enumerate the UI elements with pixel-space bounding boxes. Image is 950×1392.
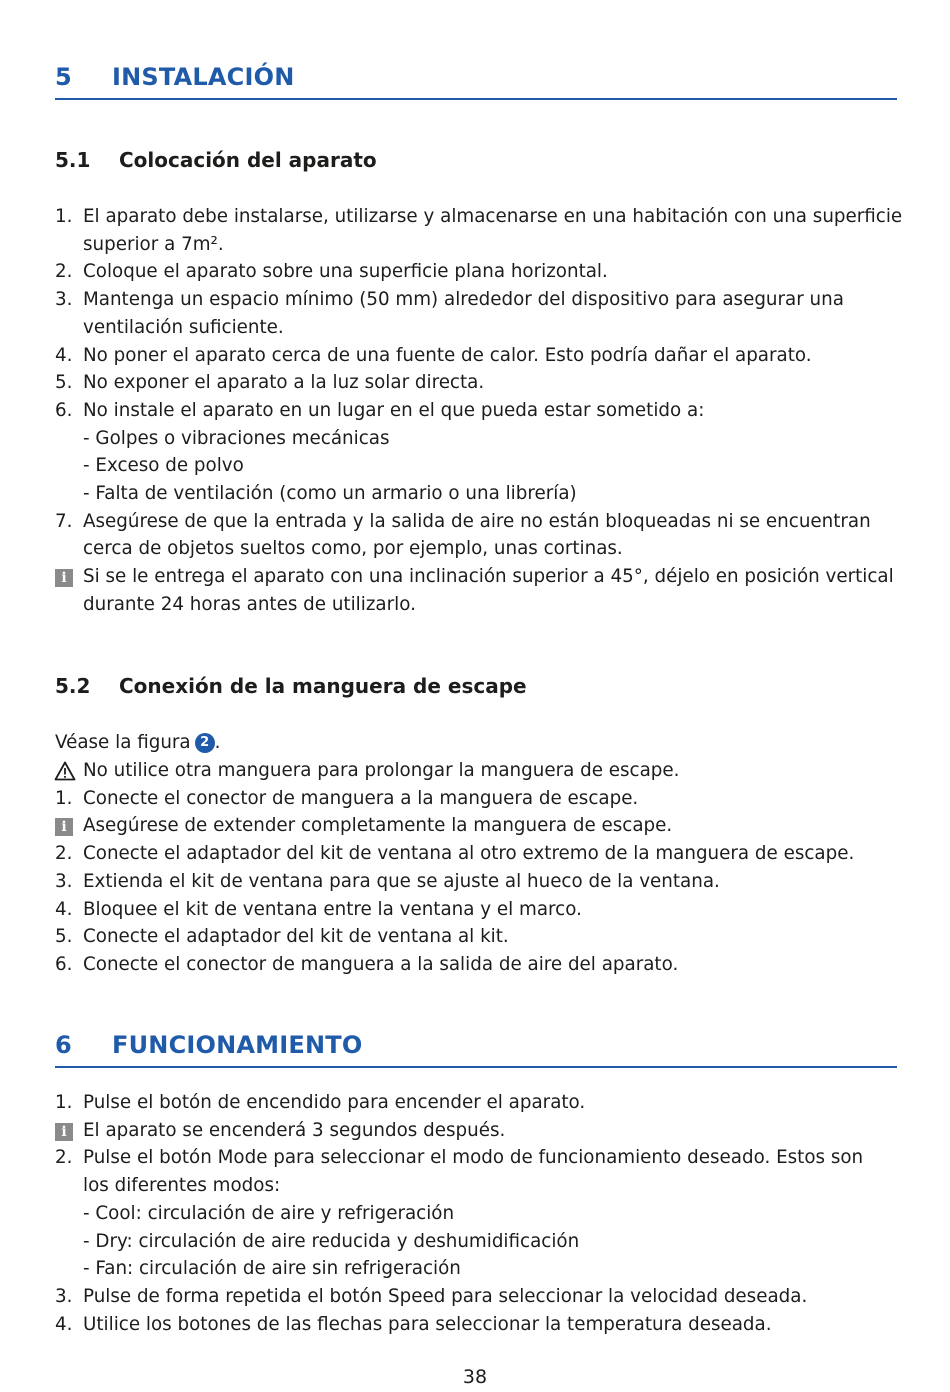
subsection-title: Colocación del aparato (118, 148, 377, 172)
list-marker: 1. (55, 1092, 73, 1113)
subsection-5-1-heading (55, 148, 377, 172)
list-marker: 2. (55, 843, 73, 865)
section-number: 6 (55, 1031, 72, 1059)
list-item-text: Utilice los botones de las flechas para seleccionar la temperatura deseada. (83, 1313, 772, 1335)
list-item-text: Mantenga un espacio mínimo (50 mm) alrededor del dispositivo para asegurar una (83, 289, 844, 311)
list-item-text: Asegúrese de que la entrada y la salida de aire no están bloqueadas ni se encuentran (83, 510, 871, 532)
list-item-text: los diferentes modos: (83, 1175, 281, 1197)
list-item-text: Asegúrese de extender completamente la manguera de escape. (83, 815, 673, 837)
info-icon-glyph: i (55, 1123, 73, 1141)
section-title: FUNCIONAMIENTO (112, 1031, 363, 1059)
list-item-text: - Golpes o vibraciones mecánicas (83, 427, 390, 449)
list-marker: 5. (55, 372, 73, 394)
list-item-text: Conecte el adaptador del kit de ventana al kit. (83, 926, 509, 948)
list-item-text: cerca de objetos sueltos como, por ejemplo, unas cortinas. (83, 538, 623, 560)
info-icon-glyph: i (55, 818, 73, 836)
list-marker: 2. (55, 261, 73, 283)
figure-reference (55, 729, 915, 757)
info-icon-glyph: i (55, 569, 73, 587)
list-item-text: - Exceso de polvo (83, 455, 244, 477)
subsection-title: Conexión de la manguera de escape (118, 674, 527, 698)
subsection-5-2-heading (55, 674, 527, 698)
list-item-text: Conecte el adaptador del kit de ventana al otro extremo de la manguera de escape. (83, 843, 855, 865)
list-item-text: ventilación suficiente. (83, 316, 284, 338)
list-item-text: - Dry: circulación de aire reducida y deshumidificación (83, 1230, 580, 1252)
list-marker: 4. (55, 1313, 73, 1335)
list-item-text: superior a 7m². (83, 233, 224, 255)
list-item-text: Pulse el botón Mode para seleccionar el modo de funcionamiento deseado. Estos son (83, 1147, 864, 1169)
list-marker: 2. (55, 1147, 73, 1169)
list-item-text: - Cool: circulación de aire y refrigeración (83, 1202, 455, 1224)
list-item-text: No instale el aparato en un lugar en el que pueda estar sometido a: (83, 399, 705, 421)
figure-reference-text: Véase la figura (55, 732, 191, 753)
list-item-text: El aparato debe instalarse, utilizarse y almacenarse en una habitación con una superficie (83, 206, 903, 227)
warning-triangle-icon (54, 761, 76, 781)
list-marker: 3. (55, 870, 73, 892)
list-item-text: No utilice otra manguera para prolongar la manguera de escape. (83, 760, 680, 781)
page-number: 38 (462, 1366, 488, 1388)
list-item-text: - Fan: circulación de aire sin refrigeración (83, 1258, 461, 1280)
list-item-text: Conecte el conector de manguera a la manguera de escape. (83, 787, 639, 809)
list-item-text: No exponer el aparato a la luz solar directa. (83, 372, 485, 394)
list-marker: 3. (55, 289, 73, 311)
list-item-text: Pulse el botón de encendido para encender el aparato. (83, 1092, 586, 1113)
list-marker: 6. (55, 953, 73, 975)
list-item-text: Pulse de forma repetida el botón Speed para seleccionar la velocidad deseada. (83, 1285, 808, 1307)
list-item-text: Bloquee el kit de ventana entre la ventana y el marco. (83, 898, 582, 920)
list-marker: 7. (55, 510, 73, 532)
section-number: 5 (55, 63, 72, 91)
list-item-text: El aparato se encenderá 3 segundos después. (83, 1119, 506, 1141)
section-5-heading (55, 56, 897, 100)
list-marker: 1. (55, 787, 73, 809)
section-title: INSTALACIÓN (112, 63, 295, 91)
list-marker: 4. (55, 898, 73, 920)
list-item-text: durante 24 horas antes de utilizarlo. (83, 593, 416, 615)
list-item-text: Extienda el kit de ventana para que se ajuste al hueco de la ventana. (83, 870, 720, 892)
list-marker: 5. (55, 926, 73, 948)
list-marker: 4. (55, 344, 73, 366)
list-item-text: - Falta de ventilación (como un armario o una librería) (83, 483, 577, 504)
list-marker: 1. (55, 206, 73, 227)
subsection-number: 5.1 (55, 148, 91, 172)
info-icon (55, 1117, 83, 1145)
subsection-number: 5.2 (55, 674, 91, 698)
section-6-heading (55, 1024, 897, 1068)
figure-number-badge: 2 (195, 733, 215, 753)
info-icon (55, 563, 83, 591)
list-item-text: Coloque el aparato sobre una superficie plana horizontal. (83, 261, 608, 283)
list-marker: 6. (55, 399, 73, 421)
info-icon (55, 812, 83, 840)
list-marker: 3. (55, 1285, 73, 1307)
list-item-text: Conecte el conector de manguera a la salida de aire del aparato. (83, 953, 679, 975)
list-item-text: No poner el aparato cerca de una fuente de calor. Esto podría dañar el aparato. (83, 344, 812, 366)
figure-reference-suffix: . (214, 732, 221, 753)
list-item-text: Si se le entrega el aparato con una inclinación superior a 45°, déjelo en posición vertical (83, 566, 894, 588)
